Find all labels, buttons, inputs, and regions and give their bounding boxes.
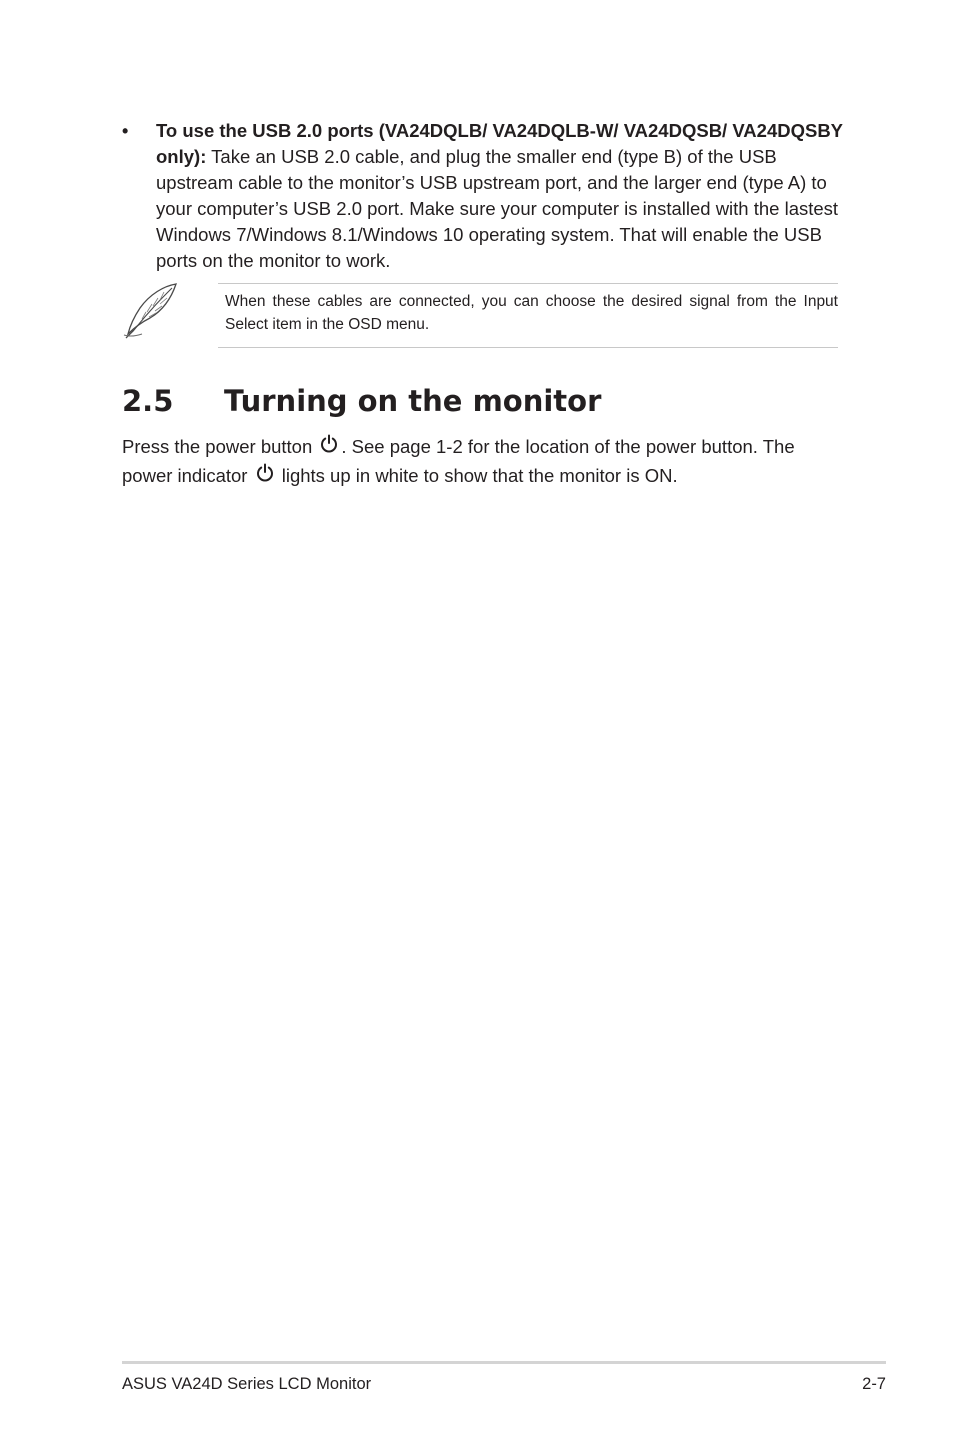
usb-instructions-lead: To use the USB 2.0 ports (VA24DQLB/ VA24DQLB-W/ VA24DQSB/ VA24DQSBY only):: [156, 120, 843, 167]
power-icon: [319, 434, 339, 454]
power-on-paragraph: [122, 432, 844, 490]
usb-instructions-body: Take an USB 2.0 cable, and plug the smaller end (type B) of the USB upstream cable to the monitor’s USB upstream port, and the larger end (type A) to your computer’s USB 2.0 port. Make sure your computer is installed with the lastest Windows 7/Windows 8.1/Windows 10 operating system. That will enable the USB ports on the monitor to work.: [156, 146, 839, 271]
note-text: When these cables are connected, you can choose the desired signal from the Input Select item in the OSD menu.: [225, 293, 838, 333]
power-text-part2: . See page 1-2 for the location of the power button. The power indicator: [122, 436, 795, 486]
note-divider-bottom: [218, 347, 838, 348]
footer-divider: [122, 1361, 886, 1364]
note-divider-top: [218, 283, 838, 284]
page-number: 2-7: [862, 1375, 886, 1393]
power-indicator-icon: [255, 463, 275, 483]
feather-quill-icon: [120, 282, 182, 340]
power-text-part3: lights up in white to show that the monitor is ON.: [276, 465, 678, 486]
section-title: Turning on the monitor: [224, 384, 602, 418]
power-text-part1: Press the power button: [122, 436, 318, 457]
section-heading: [122, 381, 601, 421]
usb-instructions: [156, 118, 846, 274]
footer-title: ASUS VA24D Series LCD Monitor: [122, 1375, 372, 1393]
section-number: 2.5: [122, 384, 174, 418]
bullet-symbol: •: [122, 121, 129, 141]
